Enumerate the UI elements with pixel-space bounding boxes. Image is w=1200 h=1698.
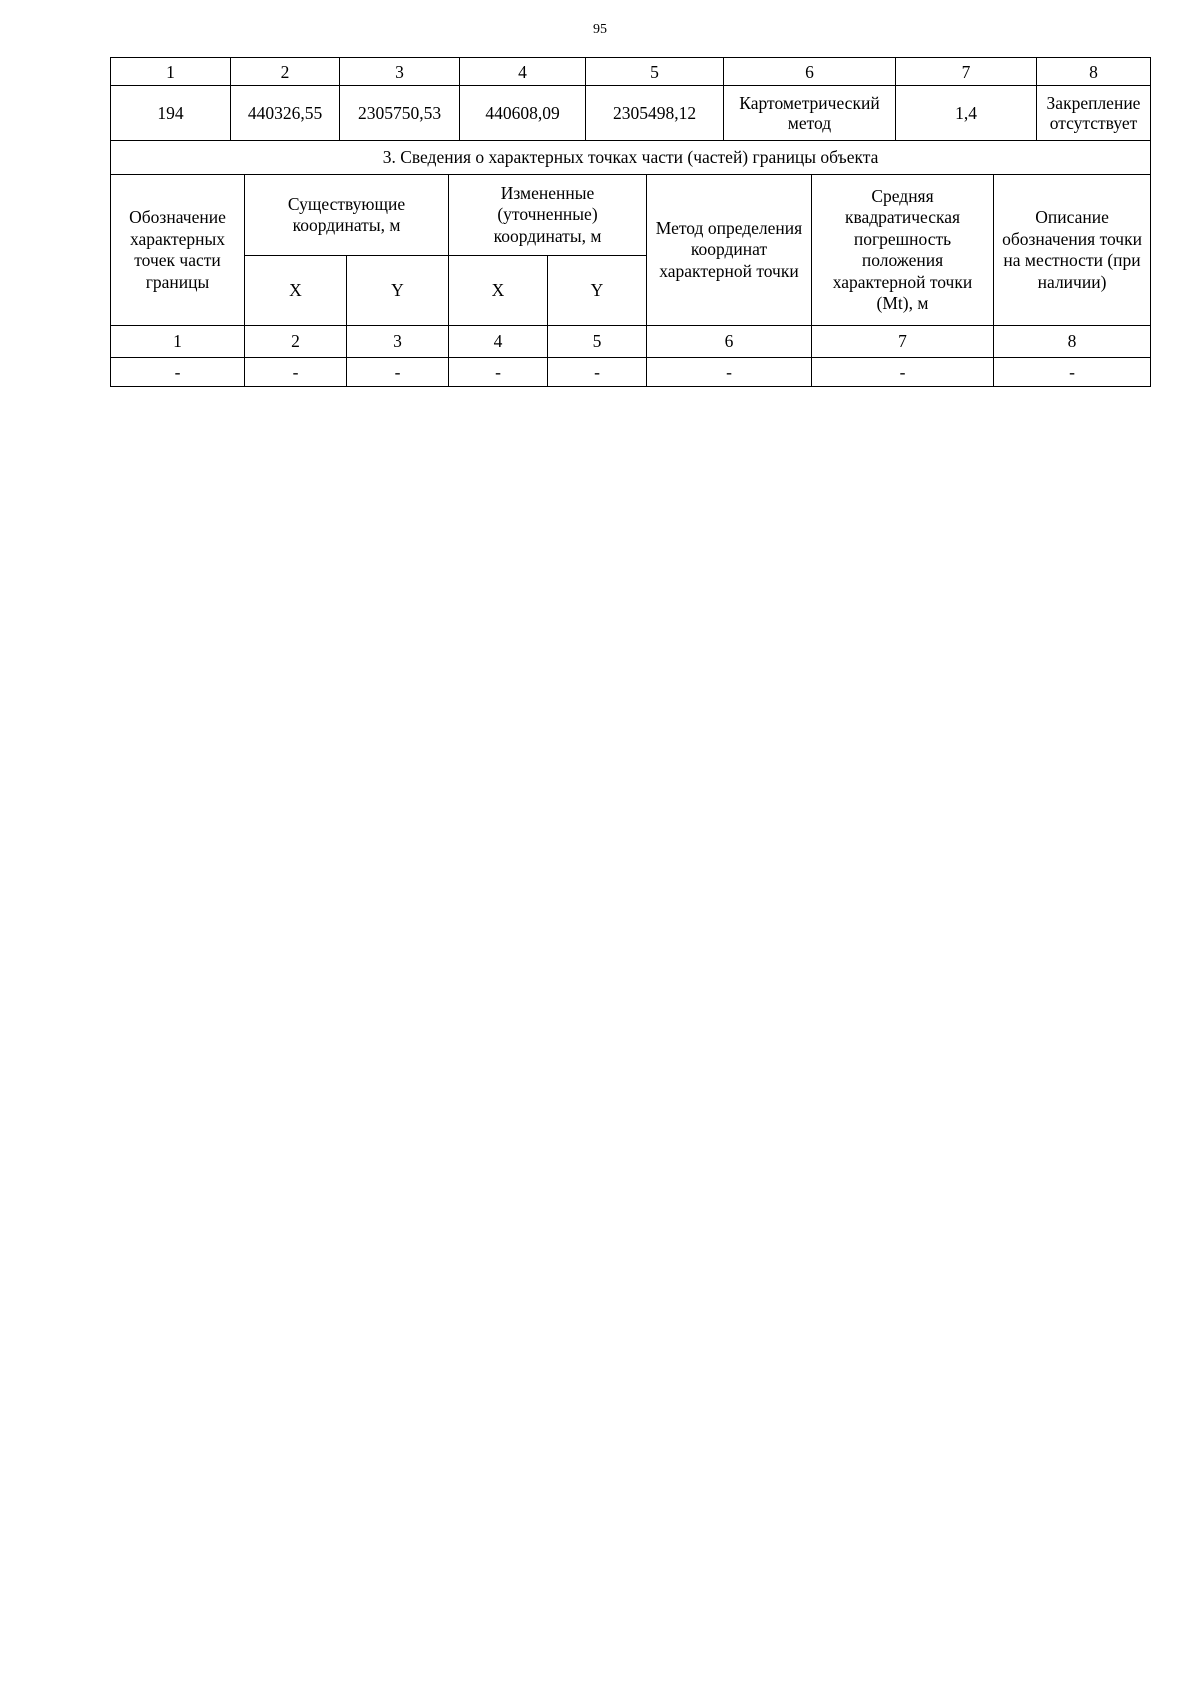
header-error: Средняя квадратическая погрешность положения характерной точки (Mt), м: [812, 175, 994, 326]
empty-cell: -: [647, 358, 812, 387]
header-existing-coords: Существующие координаты, м: [245, 175, 449, 256]
empty-cell: -: [548, 358, 647, 387]
column-number: 7: [896, 58, 1037, 86]
column-number: 6: [724, 58, 896, 86]
column-number: 3: [347, 326, 449, 358]
column-number: 1: [111, 58, 231, 86]
table-row: [111, 86, 1151, 141]
table-row: [111, 358, 1151, 387]
column-number: 5: [548, 326, 647, 358]
column-number: 1: [111, 326, 245, 358]
column-number: 8: [1037, 58, 1151, 86]
header-designation: Обозначение характерных точек части границы: [111, 175, 245, 326]
x-existing: 440326,55: [231, 86, 340, 141]
column-number: 5: [586, 58, 724, 86]
header-x-existing: X: [245, 256, 347, 326]
column-number: 4: [449, 326, 548, 358]
point-description: Закрепление отсутствует: [1037, 86, 1151, 141]
header-changed-coords: Измененные (уточненные) координаты, м: [449, 175, 647, 256]
point-designation: 194: [111, 86, 231, 141]
empty-cell: -: [994, 358, 1151, 387]
y-existing: 2305750,53: [340, 86, 460, 141]
empty-cell: -: [449, 358, 548, 387]
section3-table: [110, 140, 1151, 387]
header-description: Описание обозначения точки на местности (при наличии): [994, 175, 1151, 326]
column-numbers-row: [111, 326, 1151, 358]
header-x-changed: X: [449, 256, 548, 326]
empty-cell: -: [347, 358, 449, 387]
x-changed: 440608,09: [460, 86, 586, 141]
column-numbers-row: [111, 58, 1151, 86]
column-number: 2: [231, 58, 340, 86]
page-number: 95: [593, 22, 607, 37]
y-changed: 2305498,12: [586, 86, 724, 141]
error-value: 1,4: [896, 86, 1037, 141]
header-y-changed: Y: [548, 256, 647, 326]
section-title: 3. Сведения о характерных точках части (частей) границы объекта: [111, 141, 1151, 175]
column-number: 3: [340, 58, 460, 86]
column-number: 4: [460, 58, 586, 86]
header-method: Метод определения координат характерной точки: [647, 175, 812, 326]
header-row: [111, 175, 1151, 256]
empty-cell: -: [111, 358, 245, 387]
coordinates-table-continuation: [110, 57, 1151, 141]
column-number: 2: [245, 326, 347, 358]
empty-cell: -: [812, 358, 994, 387]
column-number: 6: [647, 326, 812, 358]
method: Картометрический метод: [724, 86, 896, 141]
header-y-existing: Y: [347, 256, 449, 326]
column-number: 7: [812, 326, 994, 358]
empty-cell: -: [245, 358, 347, 387]
column-number: 8: [994, 326, 1151, 358]
section-title-row: [111, 141, 1151, 175]
